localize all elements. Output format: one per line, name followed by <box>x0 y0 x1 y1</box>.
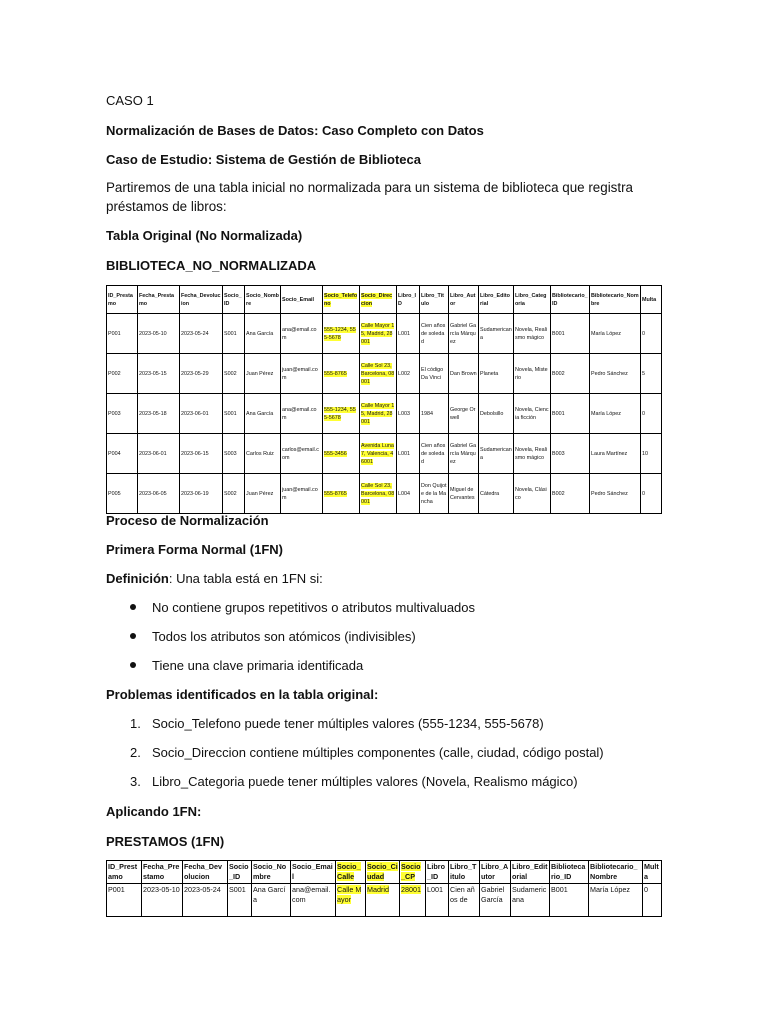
column-header: Socio_Email <box>291 861 336 884</box>
table-cell: 2023-06-01 <box>138 434 180 474</box>
column-header: Socio_Nombre <box>252 861 291 884</box>
table-cell: Novela, Realismo mágico <box>514 434 551 474</box>
table-cell <box>323 434 360 474</box>
column-header: Libro_Titulo <box>449 861 480 884</box>
table-cell: Novela, Misterio <box>514 354 551 394</box>
table-cell: Ana García <box>245 394 281 434</box>
highlighted-text: 28001 <box>401 885 421 894</box>
table-cell: L001 <box>397 314 420 354</box>
table-cell: Juan Pérez <box>245 354 281 394</box>
table-cell: B001 <box>551 314 590 354</box>
highlighted-text: Calle Sol 23, Barcelona, 08001 <box>361 482 395 505</box>
highlighted-text: 555-8765 <box>324 370 347 377</box>
table-cell: Sudamericana <box>479 434 514 474</box>
table-cell: Cátedra <box>479 474 514 514</box>
highlighted-text: 555-1234, 555-5678 <box>324 406 356 421</box>
table-cell: María López <box>590 314 641 354</box>
table-cell <box>323 314 360 354</box>
table-cell <box>323 474 360 514</box>
column-header <box>366 861 400 884</box>
table-row <box>107 884 662 917</box>
table-cell: juan@email.com <box>281 354 323 394</box>
table-cell <box>360 314 397 354</box>
table-cell: 10 <box>641 434 662 474</box>
column-header: Libro_ID <box>426 861 449 884</box>
table-cell: B002 <box>551 474 590 514</box>
table-row <box>107 474 662 514</box>
definition-label: Definición <box>106 571 169 586</box>
table-cell <box>336 884 366 917</box>
table-cell: ana@email.com <box>281 394 323 434</box>
highlighted-text: Socio_Calle <box>337 862 361 881</box>
column-header: Fecha_Prestamo <box>138 286 180 314</box>
prestamos-table <box>106 860 662 917</box>
table-cell: 2023-05-24 <box>183 884 228 917</box>
table-header-row <box>107 861 662 884</box>
table-cell: Miguel de Cervantes <box>449 474 479 514</box>
table-cell: 2023-05-18 <box>138 394 180 434</box>
table-cell: María López <box>590 394 641 434</box>
table-cell: Laura Martínez <box>590 434 641 474</box>
table-cell: L004 <box>397 474 420 514</box>
definition-text: : Una tabla está en 1FN si: <box>168 571 323 586</box>
list-item-text: Tiene una clave primaria identificada <box>152 658 364 673</box>
column-header: Bibliotecario_Nombre <box>589 861 643 884</box>
table-cell: Gabriel García <box>480 884 511 917</box>
table-cell: P005 <box>107 474 138 514</box>
column-header: Fecha_Devolucion <box>183 861 228 884</box>
highlighted-text: 555-1234, 555-5678 <box>324 326 356 341</box>
bullet-icon <box>130 627 148 646</box>
table-cell: P001 <box>107 884 142 917</box>
column-header: Fecha_Prestamo <box>142 861 183 884</box>
table-row <box>107 394 662 434</box>
table-cell: L002 <box>397 354 420 394</box>
intro-paragraph: Partiremos de una tabla inicial no normalizada para un sistema de biblioteca que registra préstamos de libros: <box>106 180 633 214</box>
column-header: Bibliotecario_Nombre <box>590 286 641 314</box>
column-header: ID_Prestamo <box>107 286 138 314</box>
bullet-icon <box>130 598 148 617</box>
table-cell: L001 <box>397 434 420 474</box>
highlighted-text: 555-3456 <box>324 450 347 457</box>
table-cell: S002 <box>223 354 245 394</box>
column-header: Libro_Titulo <box>420 286 449 314</box>
definition-line <box>106 569 323 588</box>
table-cell <box>360 394 397 434</box>
highlighted-text: Socio_Direccion <box>361 292 393 307</box>
column-header <box>323 286 360 314</box>
table-cell <box>360 354 397 394</box>
table-cell: S001 <box>228 884 252 917</box>
table-cell: Debolsillo <box>479 394 514 434</box>
list-item-text: Todos los atributos son atómicos (indivisibles) <box>152 629 416 644</box>
table-cell: B003 <box>551 434 590 474</box>
table-cell: L001 <box>426 884 449 917</box>
table-cell: P004 <box>107 434 138 474</box>
table-cell: Cien años de soledad <box>420 434 449 474</box>
section-original-table: Tabla Original (No Normalizada) <box>106 228 303 243</box>
column-header <box>400 861 426 884</box>
table-cell: 2023-06-15 <box>180 434 223 474</box>
highlighted-text: Madrid <box>367 885 389 894</box>
table-cell: 2023-06-19 <box>180 474 223 514</box>
table-row <box>107 314 662 354</box>
table-cell: Carlos Ruiz <box>245 434 281 474</box>
table-cell: Dan Brown <box>449 354 479 394</box>
table-name: BIBLIOTECA_NO_NORMALIZADA <box>106 258 317 273</box>
table-cell <box>366 884 400 917</box>
table-cell <box>323 354 360 394</box>
column-header: Libro_Editorial <box>511 861 550 884</box>
column-header: Libro_Autor <box>480 861 511 884</box>
table-cell: Novela, Ciencia ficción <box>514 394 551 434</box>
table-cell: Cien años de soledad <box>420 314 449 354</box>
table-cell: Ana García <box>245 314 281 354</box>
table-cell: María López <box>589 884 643 917</box>
section-1fn: Primera Forma Normal (1FN) <box>106 542 283 557</box>
table-cell: 2023-05-10 <box>138 314 180 354</box>
table-cell: 2023-05-10 <box>142 884 183 917</box>
table-cell: B001 <box>551 394 590 434</box>
prestamos-table-name: PRESTAMOS (1FN) <box>106 834 225 849</box>
table-cell: 2023-05-24 <box>180 314 223 354</box>
highlighted-text: Calle Mayor 15, Madrid, 28001 <box>361 322 395 345</box>
table-cell: 5 <box>641 354 662 394</box>
numbered-item-text: Libro_Categoria puede tener múltiples valores (Novela, Realismo mágico) <box>152 774 578 789</box>
table-cell: Sudamericana <box>511 884 550 917</box>
table-cell: Juan Pérez <box>245 474 281 514</box>
bullet-icon <box>130 656 148 675</box>
column-header: Libro_Autor <box>449 286 479 314</box>
table-cell: Gabriel García Márquez <box>449 314 479 354</box>
highlighted-text: Calle Mayor 15, Madrid, 28001 <box>361 402 395 425</box>
table-cell: B002 <box>551 354 590 394</box>
item-number: 3. <box>130 774 141 789</box>
column-header: Libro_Categoria <box>514 286 551 314</box>
table-cell: Don Quijote de la Mancha <box>420 474 449 514</box>
table-cell: 0 <box>641 394 662 434</box>
table-cell: S003 <box>223 434 245 474</box>
highlighted-text: Calle Mayor <box>337 885 362 904</box>
table-cell: Pedro Sánchez <box>590 474 641 514</box>
table-cell <box>360 434 397 474</box>
highlighted-text: Calle Sol 23, Barcelona, 08001 <box>361 362 395 385</box>
table-cell: 0 <box>643 884 662 917</box>
table-cell: El código Da Vinci <box>420 354 449 394</box>
applying-1fn: Aplicando 1FN: <box>106 804 202 819</box>
column-header: Bibliotecario_ID <box>550 861 589 884</box>
item-number: 2. <box>130 745 141 760</box>
column-header: Socio_ID <box>223 286 245 314</box>
table-cell: Novela, Clásico <box>514 474 551 514</box>
table-cell: P002 <box>107 354 138 394</box>
table-row <box>107 354 662 394</box>
case-label: CASO 1 <box>106 93 154 108</box>
table-cell: Pedro Sánchez <box>590 354 641 394</box>
section-process: Proceso de Normalización <box>106 513 269 528</box>
column-header: Multa <box>643 861 662 884</box>
numbered-item-text: Socio_Direccion contiene múltiples componentes (calle, ciudad, código postal) <box>152 745 604 760</box>
highlighted-text: Socio_Telefono <box>324 292 358 307</box>
table-cell: 2023-06-05 <box>138 474 180 514</box>
table-cell: L003 <box>397 394 420 434</box>
column-header <box>336 861 366 884</box>
table-cell: 2023-05-15 <box>138 354 180 394</box>
table-header-row <box>107 286 662 314</box>
table-cell: 2023-05-29 <box>180 354 223 394</box>
table-row <box>107 434 662 474</box>
table-cell: juan@email.com <box>281 474 323 514</box>
column-header: Socio_Email <box>281 286 323 314</box>
table-cell: Novela, Realismo mágico <box>514 314 551 354</box>
column-header <box>360 286 397 314</box>
column-header: Fecha_Devolucion <box>180 286 223 314</box>
table-cell: B001 <box>550 884 589 917</box>
column-header: Socio_Nombre <box>245 286 281 314</box>
highlighted-text: Avenida Luna 7, Valencia, 46001 <box>361 442 394 465</box>
table-cell <box>400 884 426 917</box>
table-cell: P003 <box>107 394 138 434</box>
original-table <box>106 285 662 514</box>
table-cell: S002 <box>223 474 245 514</box>
table-cell: 0 <box>641 314 662 354</box>
table-cell <box>360 474 397 514</box>
table-cell: George Orwell <box>449 394 479 434</box>
table-cell: Cien años de <box>449 884 480 917</box>
table-cell <box>323 394 360 434</box>
study-title: Caso de Estudio: Sistema de Gestión de Biblioteca <box>106 152 421 167</box>
table-cell: Sudamericana <box>479 314 514 354</box>
column-header: Libro_Editorial <box>479 286 514 314</box>
item-number: 1. <box>130 716 141 731</box>
table-cell: 2023-06-01 <box>180 394 223 434</box>
document-title: Normalización de Bases de Datos: Caso Completo con Datos <box>106 123 484 138</box>
table-cell: S001 <box>223 394 245 434</box>
highlighted-text: Socio_Ciudad <box>367 862 398 881</box>
column-header: Libro_ID <box>397 286 420 314</box>
column-header: Socio_ID <box>228 861 252 884</box>
table-cell: Ana García <box>252 884 291 917</box>
table-cell: ana@email.com <box>291 884 336 917</box>
column-header: Bibliotecario_ID <box>551 286 590 314</box>
table-cell: S001 <box>223 314 245 354</box>
highlighted-text: Socio_CP <box>401 862 421 881</box>
column-header: ID_Prestamo <box>107 861 142 884</box>
highlighted-text: 555-8765 <box>324 490 347 497</box>
table-cell: 0 <box>641 474 662 514</box>
table-cell: ana@email.com <box>281 314 323 354</box>
list-item-text: No contiene grupos repetitivos o atributos multivaluados <box>152 600 476 615</box>
table-cell: P001 <box>107 314 138 354</box>
table-cell: carlos@email.com <box>281 434 323 474</box>
table-cell: Planeta <box>479 354 514 394</box>
table-cell: 1984 <box>420 394 449 434</box>
numbered-item-text: Socio_Telefono puede tener múltiples valores (555-1234, 555-5678) <box>152 716 544 731</box>
problems-title: Problemas identificados en la tabla original: <box>106 687 379 702</box>
column-header: Multa <box>641 286 662 314</box>
table-cell: Gabriel García Márquez <box>449 434 479 474</box>
